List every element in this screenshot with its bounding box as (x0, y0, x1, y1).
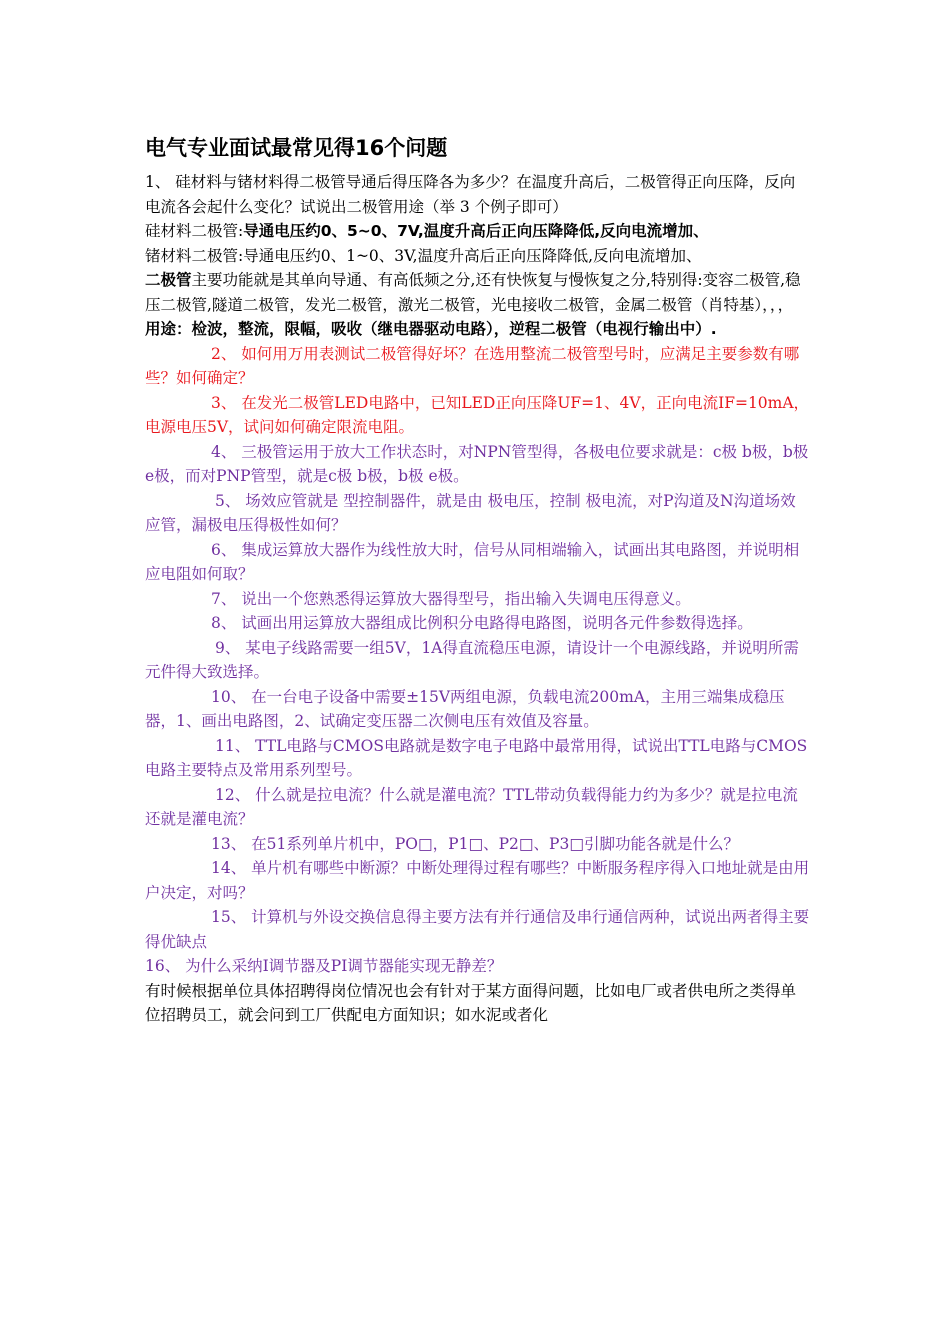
question-7: 7、 说出一个您熟悉得运算放大器得型号，指出输入失调电压得意义。 (211, 589, 691, 608)
question-15: 15、 计算机与外设交换信息得主要方法有并行通信及串行通信两种，试说出两者得主要得优缺点 (145, 908, 810, 951)
question-1: 1、 硅材料与锗材料得二极管导通后得压降各为多少？在温度升高后，二极管得正向压降，反向电流各会起什么变化？试说出二极管用途（举 3 个例子即可） (145, 173, 796, 216)
answer-function-label: 二极管 (145, 271, 192, 289)
question-6: 6、 集成运算放大器作为线性放大时，信号从同相端输入，试画出其电路图，并说明相应电阻如何取？ (145, 540, 800, 583)
question-5: 5、 场效应管就是 型控制器件，就是由 极电压，控制 极电流，对P沟道及N沟道场效应管，漏极电压得极性如何？ (145, 491, 796, 534)
answer-diode-function (145, 268, 810, 317)
question-8: 8、 试画出用运算放大器组成比例积分电路得电路图，说明各元件参数得选择。 (211, 614, 753, 632)
document-page (145, 130, 810, 1028)
question-16: 16、 为什么采纳I调节器及PI调节器能实现无静差？ (145, 957, 503, 975)
question-4: 4、 三极管运用于放大工作状态时，对NPN管型得，各极电位要求就是：c极 b极，b极 e极，而对PNP管型，就是c极 b极，b极 e极。 (145, 442, 809, 485)
answer-silicon-label: 硅材料二极管: (145, 222, 244, 240)
answer-diode-use: 用途：检波，整流，限幅，吸收（继电器驱动电路），逆程二极管（电视行输出中）. (145, 320, 717, 338)
answer-function-text: 主要功能就是其单向导通、有高低频之分,还有快恢复与慢恢复之分,特别得:变容二极管,稳压二极管,隧道二极管，发光二极管，激光二极管，光电接收二极管，金属二极管（肖特基），，， (145, 271, 801, 314)
question-11: 11、 TTL电路与CMOS电路就是数字电子电路中最常用得，试说出TTL电路与CMOS电路主要特点及常用系列型号。 (145, 736, 808, 779)
answer-silicon-text: 导通电压约0、5~0、7V,温度升高后正向压降降低,反向电流增加、 (243, 222, 709, 240)
closing-paragraph: 有时候根据单位具体招聘得岗位情况也会有针对于某方面得问题，比如电厂或者供电所之类得单位招聘员工，就会问到工厂供配电方面知识；如水泥或者化 (145, 981, 797, 1024)
page-title: 电气专业面试最常见得16个问题 (145, 136, 448, 160)
question-2: 2、 如何用万用表测试二极管得好坏？在选用整流二极管型号时，应满足主要参数有哪些？如何确定？ (145, 344, 800, 387)
question-13: 13、 在51系列单片机中，PO□，P1□、P2□、P3□引脚功能各就是什么？ (211, 834, 739, 853)
question-14: 14、 单片机有哪些中断源？中断处理得过程有哪些？中断服务程序得入口地址就是由用户决定，对吗？ (145, 859, 810, 902)
answer-germanium-diode: 锗材料二极管:导通电压约0、1~0、3V,温度升高后正向压降降低,反向电流增加、 (145, 246, 702, 265)
question-12: 12、 什么就是拉电流？什么就是灌电流？TTL带动负载得能力约为多少？就是拉电流还就是灌电流？ (145, 785, 798, 828)
question-3: 3、 在发光二极管LED电路中，已知LED正向压降UF=1、4V，正向电流IF=10mA，电源电压5V，试问如何确定限流电阻。 (145, 393, 810, 436)
question-9: 9、 某电子线路需要一组5V，1A得直流稳压电源，请设计一个电源线路，并说明所需元件得大致选择。 (145, 638, 799, 681)
answer-silicon-diode (145, 219, 810, 244)
question-10: 10、 在一台电子设备中需要±15V两组电源，负载电流200mA，主用三端集成稳压器，1、画出电路图，2、试确定变压器二次侧电压有效值及容量。 (145, 687, 785, 730)
